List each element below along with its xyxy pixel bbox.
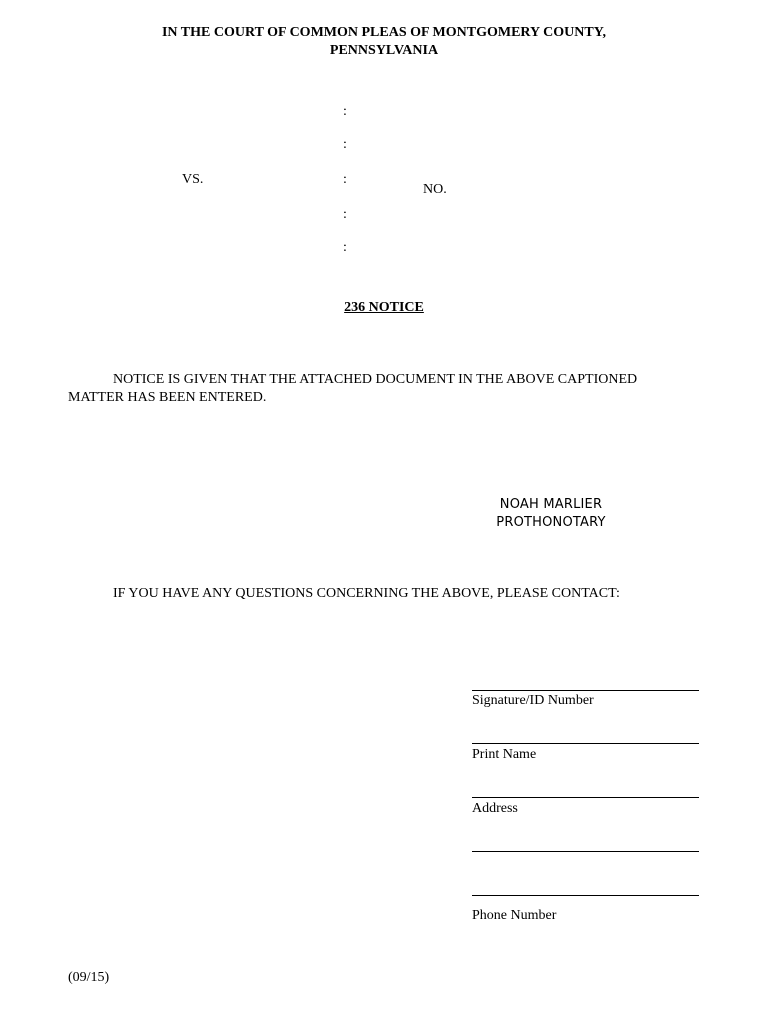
- caption-colon: :: [343, 137, 347, 152]
- notice-body-line-1: NOTICE IS GIVEN THAT THE ATTACHED DOCUMENT IN THE ABOVE CAPTIONED: [113, 372, 638, 387]
- court-heading-line-1: IN THE COURT OF COMMON PLEAS OF MONTGOMERY COUNTY,: [161, 25, 607, 40]
- address-line-2: [472, 851, 699, 852]
- caption-colon: :: [343, 172, 347, 187]
- notice-body-line-2: MATTER HAS BEEN ENTERED.: [68, 390, 267, 405]
- address-line: [472, 797, 699, 798]
- court-heading: [0, 24, 768, 60]
- phone-line: [472, 895, 699, 896]
- signature-id-label: Signature/ID Number: [472, 693, 594, 708]
- caption-colon: :: [343, 207, 347, 222]
- court-heading-line-2: PENNSYLVANIA: [329, 43, 439, 58]
- notice-title: 236 NOTICE: [344, 300, 424, 315]
- prothonotary-name: NOAH MARLIER: [499, 497, 603, 512]
- versus-label: VS.: [182, 172, 204, 187]
- signature-line: [472, 690, 699, 691]
- prothonotary-title: PROTHONOTARY: [496, 515, 606, 530]
- caption-colon: :: [343, 104, 347, 119]
- case-number-label: NO.: [423, 182, 447, 197]
- contact-prompt: IF YOU HAVE ANY QUESTIONS CONCERNING THE ABOVE, PLEASE CONTACT:: [113, 586, 620, 601]
- print-name-line: [472, 743, 699, 744]
- print-name-label: Print Name: [472, 747, 537, 762]
- address-label: Address: [472, 801, 518, 816]
- phone-number-label: Phone Number: [472, 908, 557, 923]
- caption-colon: :: [343, 240, 347, 255]
- notice-title-wrap: [0, 299, 768, 317]
- form-revision: (09/15): [68, 970, 110, 985]
